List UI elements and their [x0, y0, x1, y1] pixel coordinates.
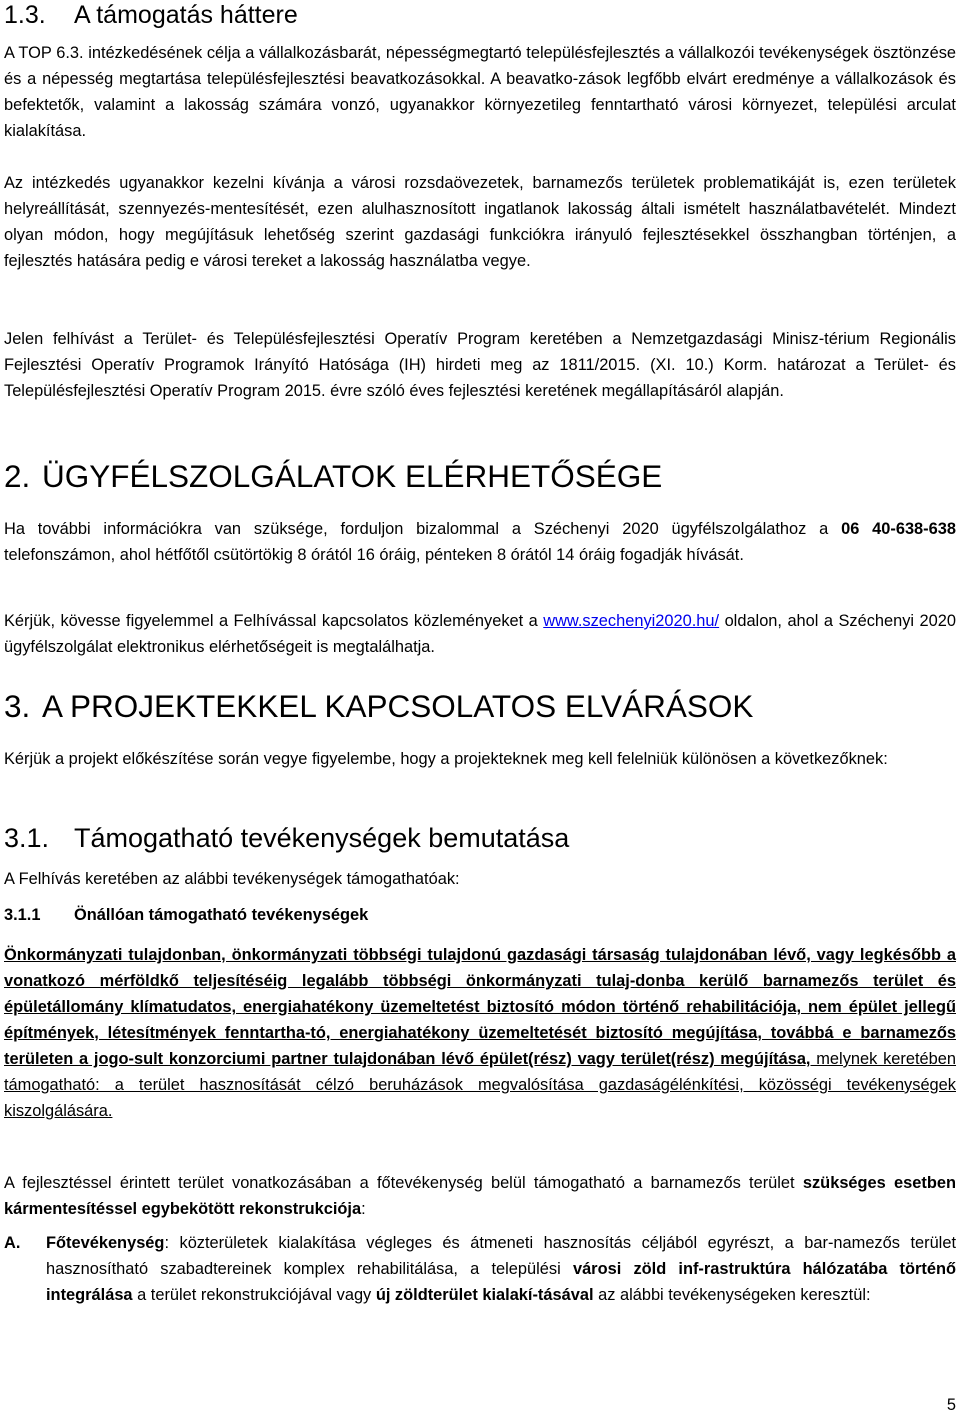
- section-number: 3.1.: [4, 823, 50, 853]
- text-run: az alábbi tevékenységeken keresztül:: [593, 1286, 871, 1304]
- section-title: A támogatás háttere: [74, 1, 298, 29]
- text-run: melynek keretében támogatható: a terület hasznosítását célzó beruházások megvalósítása gazdaságélénkítési, közösségi tevékenységek kiszolgálására.: [4, 1050, 957, 1120]
- section-title: Önállóan támogatható tevékenységek: [74, 906, 369, 924]
- text-run: : közterületek kialakítása végleges és átmeneti hasznosítás céljából egyrészt, a bar-namezős terület hasznosítható szabadtereinek komplex rehabilitálása, a települési: [46, 1234, 956, 1278]
- section-number: 3.1.1: [4, 906, 41, 924]
- paragraph: [4, 942, 956, 1124]
- text-run: a terület rekonstrukciójával vagy: [132, 1286, 376, 1304]
- paragraph: [4, 608, 956, 660]
- text-run: oldalon, ahol a Széchenyi 2020 ügyfélszolgálat elektronikus elérhetőségeit is megtalálhatja.: [4, 612, 956, 656]
- section-number: 2.: [4, 458, 31, 494]
- paragraph: [4, 1170, 956, 1222]
- section-title: A PROJEKTEKKEL KAPCSOLATOS ELVÁRÁSOK: [42, 688, 754, 724]
- list-item-text: [46, 1230, 956, 1308]
- text-run: szükséges esetben kármentesítéssel egybekötött rekonstrukciója: [4, 1174, 956, 1218]
- section-heading-3: [4, 688, 753, 724]
- paragraph: A Felhívás keretében az alábbi tevékenységek támogathatóak:: [4, 870, 460, 888]
- text-run: Önkormányzati tulajdonban, önkormányzati többségi tulajdonú gazdasági társaság tulajdonában lévő, vagy legkésőbb a vonatkozó mérföldkő teljesítéséig legalább többségi önkormányzati tulaj-donba kerülő barnamezős terület és épületállomány klímatudatos, energiahatékony üzemeltetést biztosító módon történő rehabilitációja, nem épület jellegű építmények, létesítmények fenntartha-tó, energiahatékony üzemeltetését biztosító megújítása, továbbá e barnamezős területen a jogo-sult konzorciumi partner tulajdonában lévő épület(rész) vagy terület(rész) megújítása,: [4, 946, 956, 1068]
- paragraph: Jelen felhívást a Terület- és Településfejlesztési Operatív Program keretében a Nemzetgazdasági Minisz-térium Regionális Fejlesztési Operatív Programok Irányító Hatósága (IH) hirdeti meg az 1811/2015. (XI. 10.) Korm. határozat a Terület- és Településfejlesztési Operatív Program 2015. évre szóló éves fejlesztési keretének megállapításáról alapján.: [4, 330, 956, 400]
- section-heading-1-3: [4, 0, 298, 30]
- list-item: [4, 1230, 956, 1308]
- phone-number: 06 40-638-638: [841, 520, 956, 538]
- text-run: városi zöld inf-rastruktúra hálózatába történő integrálása: [46, 1260, 956, 1304]
- text-run: :: [361, 1200, 366, 1218]
- paragraph: Kérjük a projekt előkészítése során vegye figyelembe, hogy a projekteknek meg kell felelniük különösen a következőknek:: [4, 750, 888, 768]
- section-heading-3-1-1: [4, 902, 368, 928]
- paragraph: A TOP 6.3. intézkedésének célja a vállalkozásbarát, népességmegtartó településfejlesztés a vállalkozói tevékenységek ösztönzése és a népesség megtartása településfejlesztési beavatkozásokkal. A beavatko-zások legfőbb elvárt eredménye a vállalkozások és befektetők, valamint a lakosság számára vonzó, ugyanakkor környezetileg fenntartható városi környezet, települési arculat kialakítása.: [4, 44, 956, 140]
- website-link[interactable]: www.szechenyi2020.hu/: [543, 612, 720, 630]
- section-number: 1.3.: [4, 1, 46, 29]
- text-run: Főtevékenység: [46, 1234, 165, 1252]
- section-title: ÜGYFÉLSZOLGÁLATOK ELÉRHETŐSÉGE: [42, 458, 663, 494]
- paragraph: [4, 516, 956, 568]
- text-run: Ha további információkra van szüksége, forduljon bizalommal a Széchenyi 2020 ügyfélszolgálathoz a: [4, 520, 842, 538]
- section-heading-3-1: [4, 822, 569, 854]
- list-item-label: A.: [4, 1234, 21, 1252]
- section-title: Támogatható tevékenységek bemutatása: [74, 823, 570, 853]
- text-run: telefonszámon, ahol hétfőtől csütörtökig 8 órától 16 óráig, pénteken 8 órától 14 óráig fogadják hívását.: [4, 546, 744, 564]
- text-run: új zöldterület kialakí-tásával: [375, 1286, 594, 1304]
- section-number: 3.: [4, 688, 31, 724]
- paragraph: Az intézkedés ugyanakkor kezelni kívánja a városi rozsdaövezetek, barnamezős területek problematikáját is, ezen területek helyreállítását, szennyezés-mentesítését, ezen alulhasznosított ingatlanok lakosság általi ismételt használatbavételét. Mindezt olyan módon, hogy megújításuk lehetőség szerint gazdasági funkciókra irányuló fejlesztésekkel összhangban történjen, a fejlesztés hatására pedig e városi tereket a lakosság használatba vegye.: [4, 174, 956, 270]
- page-number: 5: [946, 1396, 956, 1414]
- section-heading-2: [4, 458, 662, 494]
- text-run: A fejlesztéssel érintett terület vonatkozásában a főtevékenység belül támogatható a barnamezős terület: [4, 1174, 803, 1192]
- text-run: Kérjük, kövesse figyelemmel a Felhívással kapcsolatos közleményeket a: [4, 612, 544, 630]
